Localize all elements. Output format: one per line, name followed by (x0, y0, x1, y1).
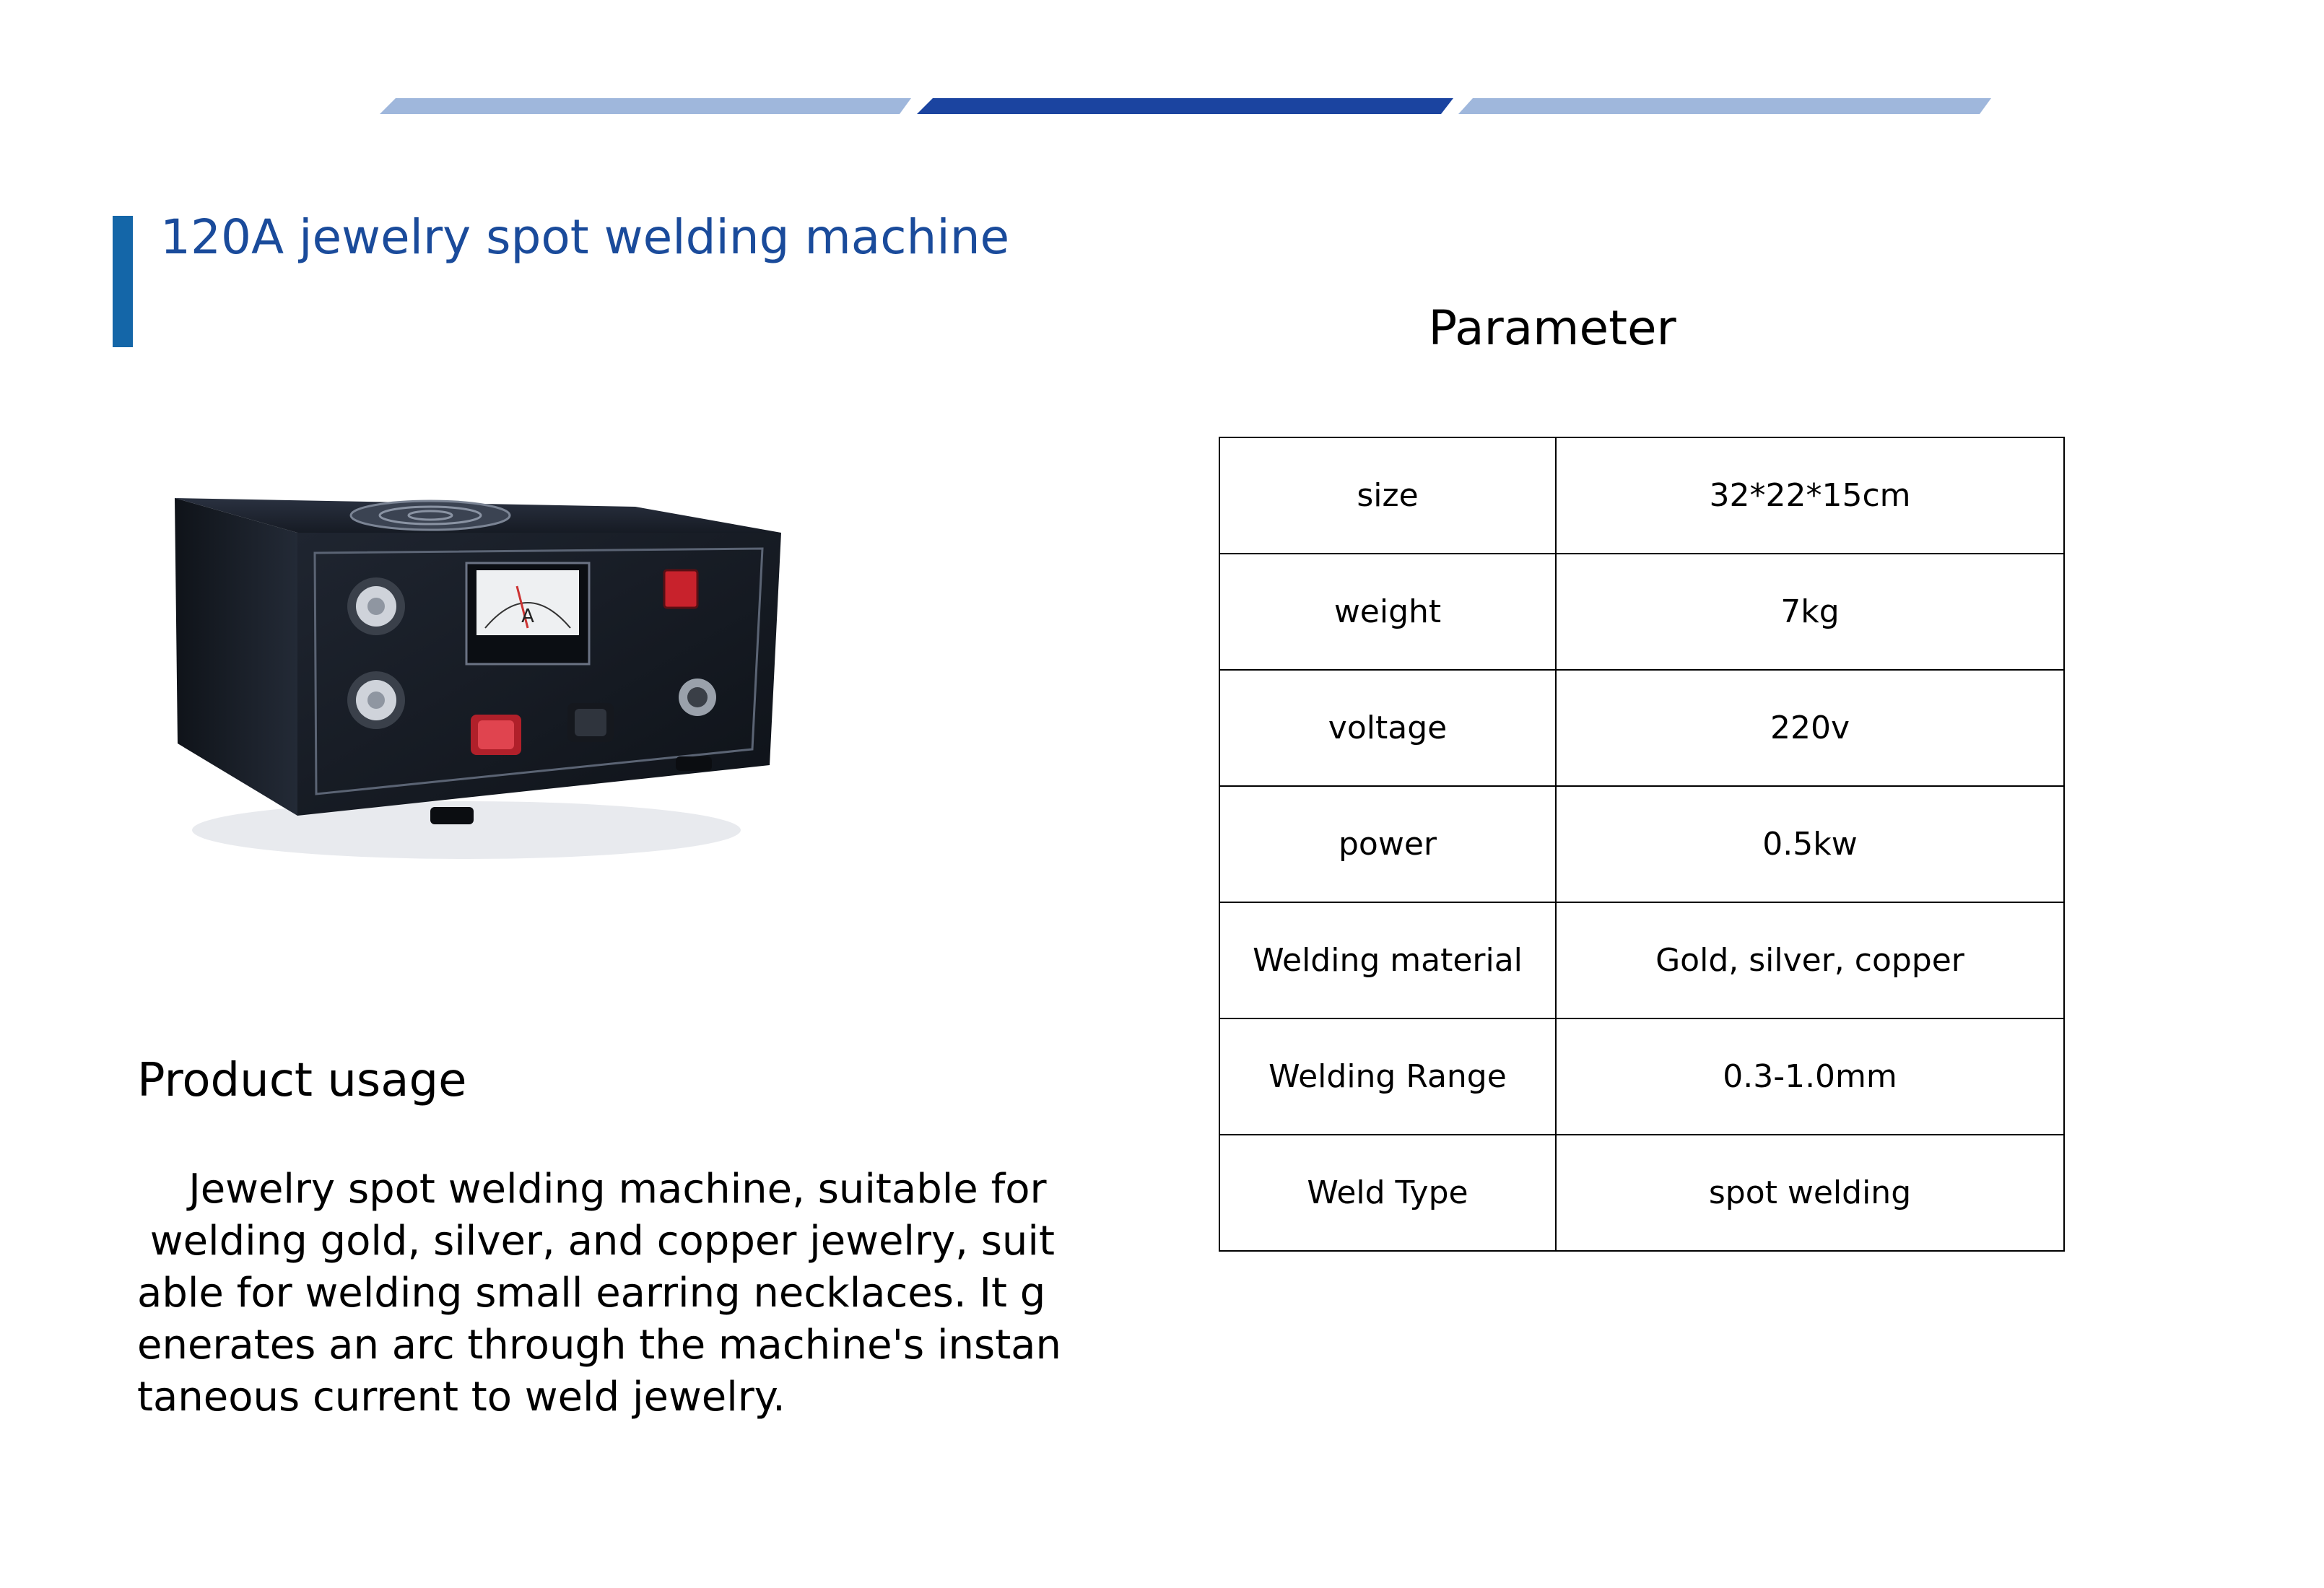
parameter-value: 0.5kw (1556, 786, 2064, 902)
decorative-header-bars (0, 98, 2324, 114)
table-row (1219, 437, 2064, 554)
parameter-value: spot welding (1556, 1135, 2064, 1251)
table-row (1219, 786, 2064, 902)
table-row (1219, 902, 2064, 1018)
svg-text:A: A (521, 606, 534, 627)
fan-grille-icon (351, 501, 510, 530)
parameter-label: weight (1219, 554, 1556, 670)
table-row (1219, 1018, 2064, 1135)
parameter-value: 0.3-1.0mm (1556, 1018, 2064, 1135)
output-terminal-icon (567, 703, 614, 742)
parameter-label: Welding Range (1219, 1018, 1556, 1135)
parameter-value: 32*22*15cm (1556, 437, 2064, 554)
parameter-label: power (1219, 786, 1556, 902)
product-photo (127, 426, 791, 888)
table-row (1219, 554, 2064, 670)
parameter-label: Welding material (1219, 902, 1556, 1018)
knob-icon (347, 671, 405, 729)
parameter-value: Gold, silver, copper (1556, 902, 2064, 1018)
ammeter-icon (466, 563, 589, 664)
title-accent-bar (113, 216, 133, 347)
parameter-value: 7kg (1556, 554, 2064, 670)
parameter-table (1219, 437, 2065, 1252)
table-row (1219, 670, 2064, 786)
power-switch-icon (664, 570, 697, 608)
output-terminal-icon (471, 715, 521, 755)
header-bar-right (1458, 98, 1991, 114)
knob-icon (347, 577, 405, 635)
usage-heading: Product usage (137, 1054, 467, 1107)
table-row (1219, 1135, 2064, 1251)
parameter-value: 220v (1556, 670, 2064, 786)
parameter-label: Weld Type (1219, 1135, 1556, 1251)
socket-icon (679, 679, 716, 716)
header-bar-center (917, 98, 1453, 114)
parameter-heading: Parameter (1428, 300, 1676, 356)
usage-description: Jewelry spot welding machine, suitable for welding gold, silver, and copper jewelry, suit able for welding small earring necklaces. It g enerates an arc through the machine's instan taneous current to weld jewelry. (137, 1166, 1061, 1421)
header-bar-left (380, 98, 911, 114)
page-title: 120A jewelry spot welding machine (160, 209, 1010, 265)
parameter-label: voltage (1219, 670, 1556, 786)
parameter-label: size (1219, 437, 1556, 554)
